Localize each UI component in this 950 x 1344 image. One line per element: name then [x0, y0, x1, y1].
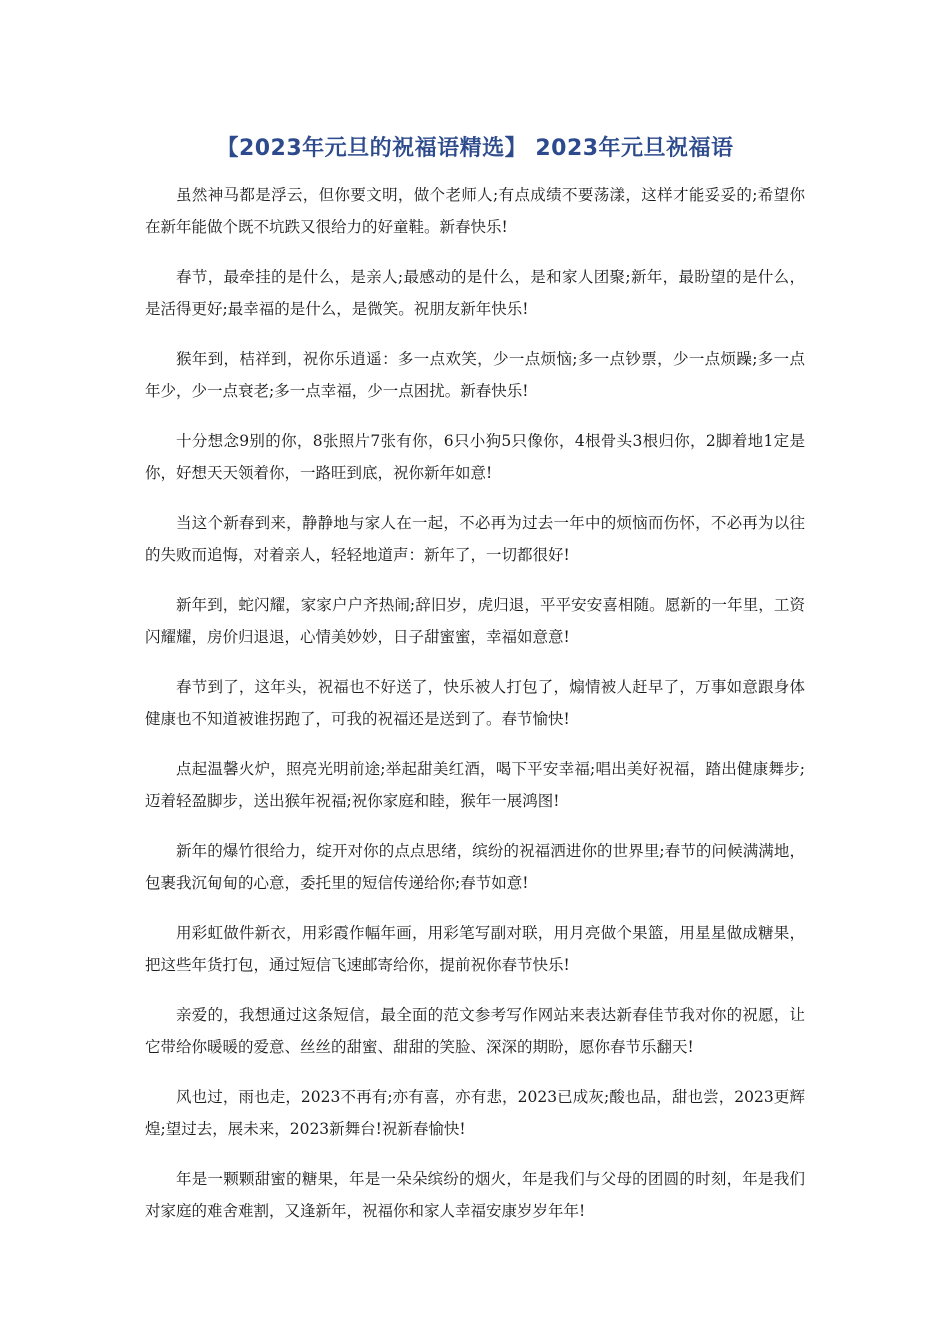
paragraph: 年是一颗颗甜蜜的糖果，年是一朵朵缤纷的烟火，年是我们与父母的团圆的时刻，年是我们对家庭的难舍难割，又逢新年，祝福你和家人幸福安康岁岁年年! [145, 1170, 805, 1220]
paragraph: 亲爱的，我想通过这条短信，最全面的范文参考写作网站来表达新春佳节我对你的祝愿，让它带给你暖暖的爱意、丝丝的甜蜜、甜甜的笑脸、深深的期盼，愿你春节乐翻天! [145, 1006, 805, 1056]
paragraph: 当这个新春到来，静静地与家人在一起，不必再为过去一年中的烦恼而伤怀，不必再为以往的失败而追悔，对着亲人，轻轻地道声：新年了，一切都很好! [145, 514, 805, 564]
document-body [145, 179, 805, 1245]
paragraph: 十分想念9别的你，8张照片7张有你，6只小狗5只像你，4根骨头3根归你，2脚着地1定是你，好想天天领着你，一路旺到底，祝你新年如意! [145, 432, 805, 482]
paragraph: 用彩虹做件新衣，用彩霞作幅年画，用彩笔写副对联，用月亮做个果篮，用星星做成糖果，把这些年货打包，通过短信飞速邮寄给你，提前祝你春节快乐! [145, 924, 805, 974]
paragraph: 点起温馨火炉，照亮光明前途;举起甜美红酒，喝下平安幸福;唱出美好祝福，踏出健康舞步;迈着轻盈脚步，送出猴年祝福;祝你家庭和睦，猴年一展鸿图! [145, 760, 805, 810]
paragraph: 风也过，雨也走，2023不再有;亦有喜，亦有悲，2023已成灰;酸也品，甜也尝，2023更辉煌;望过去，展未来，2023新舞台!祝新春愉快! [145, 1088, 805, 1138]
paragraph: 新年到，蛇闪耀，家家户户齐热闹;辞旧岁，虎归退，平平安安喜相随。愿新的一年里，工资闪耀耀，房价归退退，心情美妙妙，日子甜蜜蜜，幸福如意意! [145, 596, 805, 646]
paragraph: 春节到了，这年头，祝福也不好送了，快乐被人打包了，煽情被人赶早了，万事如意跟身体健康也不知道被谁拐跑了，可我的祝福还是送到了。春节愉快! [145, 678, 805, 728]
paragraph: 虽然神马都是浮云，但你要文明，做个老师人;有点成绩不要荡漾，这样才能妥妥的;希望你在新年能做个既不坑跌又很给力的好童鞋。新春快乐! [145, 186, 805, 236]
paragraph: 春节，最牵挂的是什么，是亲人;最感动的是什么，是和家人团聚;新年，最盼望的是什么，是活得更好;最幸福的是什么，是微笑。祝朋友新年快乐! [145, 268, 805, 318]
paragraph: 猴年到，桔祥到，祝你乐逍遥：多一点欢笑，少一点烦恼;多一点钞票，少一点烦躁;多一点年少，少一点衰老;多一点幸福，少一点困扰。新春快乐! [145, 350, 805, 400]
document-title: 【2023年元旦的祝福语精选】 2023年元旦祝福语 [216, 136, 734, 161]
paragraph: 新年的爆竹很给力，绽开对你的点点思绪，缤纷的祝福洒进你的世界里;春节的问候满满地，包裹我沉甸甸的心意，委托里的短信传递给你;春节如意! [145, 842, 805, 892]
